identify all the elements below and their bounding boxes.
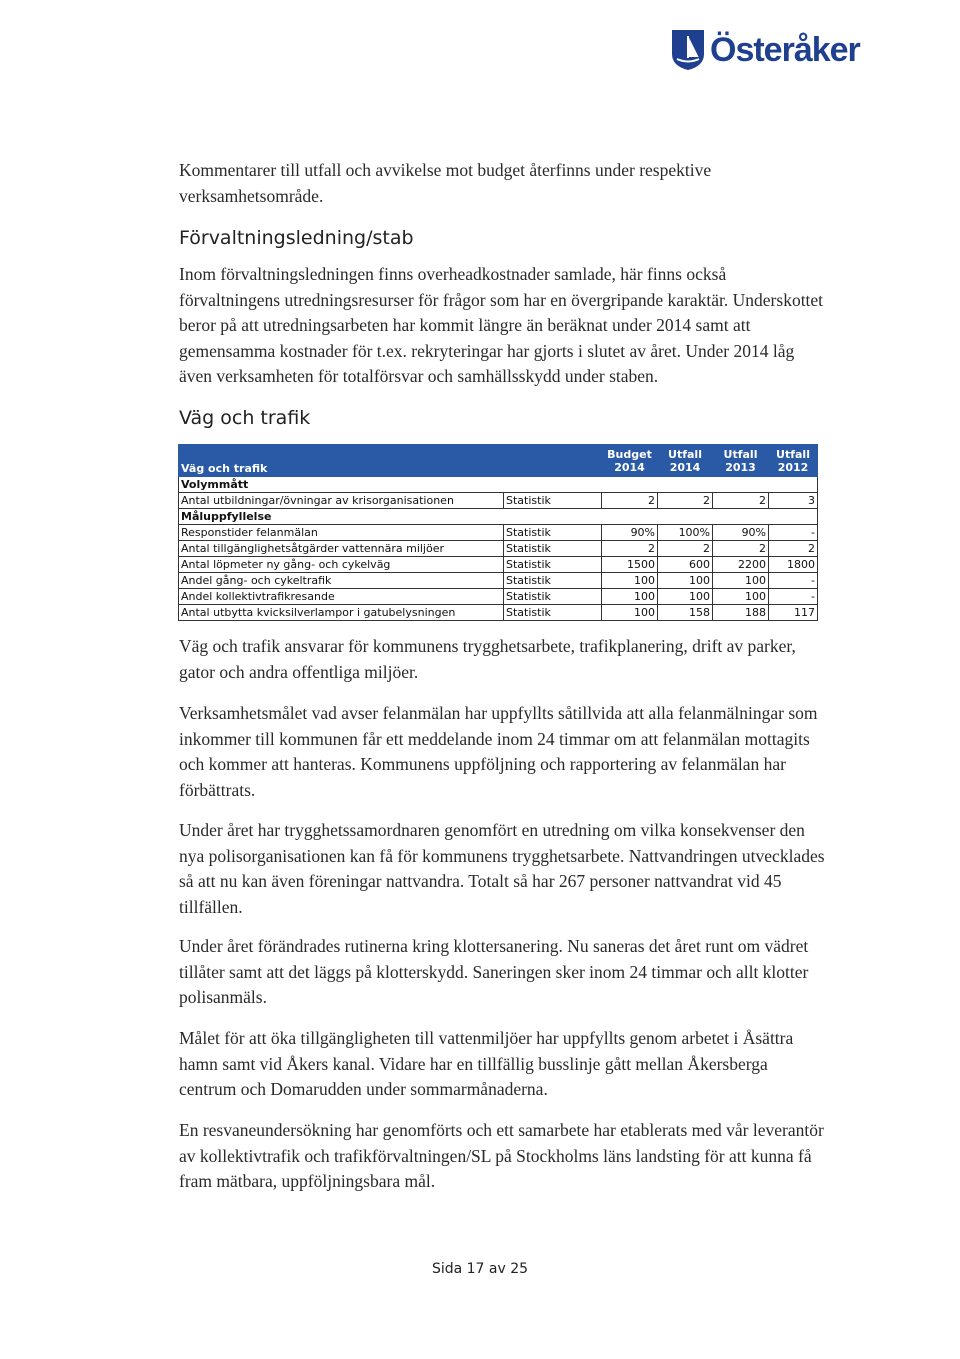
table-row	[179, 525, 818, 541]
row-source: Statistik	[504, 541, 602, 557]
vag-paragraph-5: Målet för att öka tillgängligheten till vattenmiljöer har uppfyllts genom arbetet i Åsättra hamn samt vid Åkers kanal. Vidare har en tillfällig busslinje gått mellan Åkersberga centrum och Domarudden under sommarmånaderna.	[179, 1028, 794, 1099]
cell-utfall-2012: 3	[769, 493, 818, 509]
row-source: Statistik	[504, 525, 602, 541]
cell-utfall-2012: -	[769, 573, 818, 589]
cell-utfall-2014: 100%	[658, 525, 713, 541]
section-label-volymmatt: Volymmått	[179, 477, 818, 493]
row-source: Statistik	[504, 589, 602, 605]
cell-utfall-2013: 2	[713, 493, 769, 509]
cell-utfall-2013: 2	[713, 541, 769, 557]
cell-utfall-2014: 2	[658, 541, 713, 557]
row-label: Andel gång- och cykeltrafik	[179, 573, 504, 589]
page-number: Sida 17 av 25	[431, 1261, 529, 1277]
table-row	[179, 541, 818, 557]
table-section-row	[179, 477, 818, 493]
row-label: Antal utbytta kvicksilverlampor i gatubelysningen	[179, 605, 504, 621]
table-title: Väg och trafik	[179, 445, 602, 477]
section-heading-vag-och-trafik: Väg och trafik	[179, 407, 311, 429]
forvaltningsledning-body: Inom förvaltningsledningen finns overheadkostnader samlade, här finns också förvaltningens utredningsresurser för frågor som har en övergripande karaktär. Underskottet beror på att utredningsarbeten har kommit längre än beräknat under 2014 samt att gemensamma kostnader för t.ex. rekryteringar har gjorts i slutet av året. Under 2014 låg även verksamheten för totalförsvar och samhällsskydd under staben.	[179, 264, 824, 386]
cell-utfall-2013: 2200	[713, 557, 769, 573]
cell-budget-2014: 2	[602, 541, 658, 557]
cell-budget-2014: 1500	[602, 557, 658, 573]
cell-utfall-2012: 1800	[769, 557, 818, 573]
cell-utfall-2014: 2	[658, 493, 713, 509]
table-row	[179, 605, 818, 621]
cell-budget-2014: 90%	[602, 525, 658, 541]
kpi-table	[178, 444, 818, 621]
cell-utfall-2013: 188	[713, 605, 769, 621]
table-header-row	[179, 445, 818, 477]
cell-budget-2014: 2	[602, 493, 658, 509]
vag-paragraph-2: Verksamhetsmålet vad avser felanmälan har uppfyllts såtillvida att alla felanmälningar som inkommer till kommunen får ett meddelande inom 24 timmar om att felanmälan mottagits och kommer att hanteras. Kommunens uppföljning och rapportering av felanmälan har förbättrats.	[179, 703, 818, 800]
row-label: Antal utbildningar/övningar av krisorganisationen	[179, 493, 504, 509]
cell-utfall-2013: 100	[713, 573, 769, 589]
cell-utfall-2014: 158	[658, 605, 713, 621]
col-header-utfall-2013: Utfall 2013	[713, 445, 769, 477]
cell-utfall-2012: 117	[769, 605, 818, 621]
intro-text: Kommentarer till utfall och avvikelse mot budget återfinns under respektive verksamhetsområde.	[179, 160, 712, 206]
row-source: Statistik	[504, 557, 602, 573]
cell-budget-2014: 100	[602, 573, 658, 589]
coat-of-arms-icon	[670, 28, 706, 72]
table-row	[179, 557, 818, 573]
col-header-utfall-2014: Utfall 2014	[658, 445, 713, 477]
vag-paragraph-6: En resvaneundersökning har genomförts och ett samarbete har etablerats med vår leverantör av kollektivtrafik och trafikförvaltningen/SL på Stockholms läns landsting för att kunna få fram mätbara, uppföljningsbara mål.	[179, 1120, 824, 1191]
cell-utfall-2014: 100	[658, 589, 713, 605]
row-source: Statistik	[504, 493, 602, 509]
col-header-utfall-2012: Utfall 2012	[769, 445, 818, 477]
row-label: Antal löpmeter ny gång- och cykelväg	[179, 557, 504, 573]
vag-paragraph-1: Väg och trafik ansvarar för kommunens trygghetsarbete, trafikplanering, drift av parker, gator och andra offentliga miljöer.	[179, 636, 796, 682]
row-label: Andel kollektivtrafikresande	[179, 589, 504, 605]
cell-utfall-2014: 600	[658, 557, 713, 573]
table-section-row	[179, 509, 818, 525]
col-header-budget-2014: Budget 2014	[602, 445, 658, 477]
cell-budget-2014: 100	[602, 605, 658, 621]
row-label: Antal tillgänglighetsåtgärder vattennära miljöer	[179, 541, 504, 557]
municipality-logo	[670, 28, 860, 72]
cell-utfall-2013: 100	[713, 589, 769, 605]
cell-utfall-2014: 100	[658, 573, 713, 589]
row-source: Statistik	[504, 605, 602, 621]
section-label-maluppfyllelse: Måluppfyllelse	[179, 509, 818, 525]
cell-utfall-2012: -	[769, 525, 818, 541]
brand-name: Österåker	[710, 30, 860, 69]
table-row	[179, 589, 818, 605]
row-label: Responstider felanmälan	[179, 525, 504, 541]
cell-utfall-2012: -	[769, 589, 818, 605]
cell-utfall-2012: 2	[769, 541, 818, 557]
kpi-table-container	[178, 444, 817, 621]
row-source: Statistik	[504, 573, 602, 589]
section-heading-forvaltningsledning: Förvaltningsledning/stab	[179, 227, 414, 249]
table-row	[179, 573, 818, 589]
table-row	[179, 493, 818, 509]
vag-paragraph-3: Under året har trygghetssamordnaren genomfört en utredning om vilka konsekvenser den nya polisorganisationen kan få för kommunens trygghetsarbete. Nattvandringen utvecklades så att nu kan även föreningar nattvandra. Totalt så har 267 personer nattvandrat vid 45 tillfällen.	[179, 820, 825, 917]
cell-utfall-2013: 90%	[713, 525, 769, 541]
cell-budget-2014: 100	[602, 589, 658, 605]
vag-paragraph-4: Under året förändrades rutinerna kring klottersanering. Nu saneras det året runt om vädret tillåter samt att det läggs på klotterskydd. Saneringen sker inom 24 timmar och allt klotter polisanmäls.	[179, 936, 809, 1007]
